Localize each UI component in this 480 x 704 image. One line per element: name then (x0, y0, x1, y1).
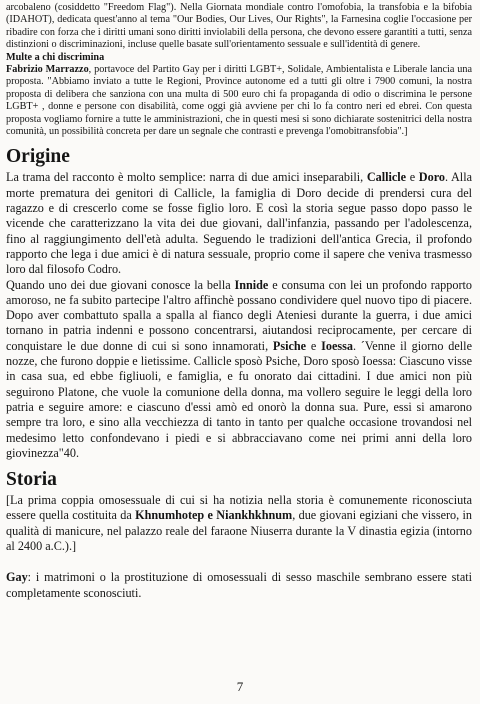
intro-text: arcobaleno (cosiddetto "Freedom Flag"). Nella Giornata mondiale contro l'omofobia, la transfobia e la bifobia (IDAHOT), dedicata quest'anno al tema "Our Bodies, Our Lives, Our Rights", la Farnesina coglie l'occasione per ribadire con forza che i diritti umani sono diritti inviolabili della persona, che devono essere garantiti a tutti, senza distinzioni o discriminazioni, incluse quelle basate sull'orientamento sessuale e sull'identità di genere. (6, 2, 472, 51)
name-ioessa: Ioessa (321, 338, 353, 353)
origine-text: . ´Venne il giorno delle nozze, che furono doppie e lietissime. Callicle sposò Psiche, Doro sposò Ioessa: Ciascuno visse in casa sua, ed ebbe figliuoli, e famiglia, e fu onorato dai cittadini. I due amici non più seguirono Platone, che vuole la comunione della donna, ma vollero seguire le leggi della loro patria e seguire amore: e ciascuno d'essi amò ed onorò la donna sua. Pure, essi si amarono sempre tra loro, e sino alla vecchiezza di tanto in tanto per qualche occasione trovandosi nel medesimo letto confondevano i piedi e si abbracciavano come nei primi anni della loro giovinezza"40. (6, 338, 472, 460)
marrazzo-text: , portavoce del Partito Gay per i diritti LGBT+, Solidale, Ambientalista e Liberale lancia una proposta. "Abbiamo inviato a tutte le Regioni, Province autonome ed a tutti gli oltre i 7900 comuni, la nostra proposta di delibera che sanziona con una multa di 500 euro chi fa propaganda di odio o discrimina le persone LGBT+ , donne e persone con disabilità, come oggi già avviene per chi lo fa contro neri ed ebrei. Con questa proposta vogliamo fornire a tutte le amministrazioni, che in questi mesi si sono dichiarate sostenitrici della nostra comunità, un possibilità concreta per dare un segnale che contrasti e prevenga l'omobitransfobia".] (6, 64, 472, 138)
storia-paragraph-1 (6, 493, 472, 554)
origine-text: . Alla morte prematura dei genitori di Callicle, la famiglia di Doro decide di prendersi cura del ragazzo e di crescerlo come se fosse figlio loro. E così la storia segue passo dopo passo le vicende che caratterizzano la vita dei due giovani, dall'infanzia, passando per l'adolescenza, fino al raggiungimento dell'età adulta. Seguendo le tradizioni dell'antica Grecia, il profondo rapporto che lega i due amici è di natura sessuale, proprio come il sapere che veniva trasmesso loro dal filosofo Codro. (6, 170, 472, 277)
origine-text: Quando uno dei due giovani conosce la bella (6, 277, 235, 292)
storia-text: : i matrimoni o la prostituzione di omosessuali di sesso maschile sembrano essere stati completamente sconosciuti. (6, 570, 472, 600)
origine-text: e consuma con lei un profondo rapporto amoroso, ne fa subito partecipe l'altro affinchè possano condividere quel nuovo tipo di piacere. Dopo aver combattuto spalla a spalla al fianco degli Ateniesi durante la guerra, i due amici tornano in patria indenni e possono concentrarsi, aiutandosi reciprocamente, per cercare di conquistare le due donne di cui si sono innamorati, (6, 277, 472, 353)
name-khnumhotep-niankhkhnum: Khnumhotep e Niankhkhnum (135, 508, 293, 523)
storia-paragraph-2 (6, 570, 472, 601)
name-callicle: Callicle (366, 170, 407, 185)
storia-text: , due giovani egiziani che vissero, in qualità di manicure, nel palazzo reale del faraone Niuserra durante la V dinastia egizia (intorno al 2400 a.C.).] (6, 508, 473, 553)
heading-storia: Storia (6, 469, 57, 491)
storia-text: [La prima coppia omosessuale di cui si ha notizia nella storia è comunemente riconosciuta essere quella costituita da (6, 493, 472, 523)
marrazzo-name: Fabrizio Marrazzo (6, 64, 89, 76)
name-psiche: Psiche (272, 338, 307, 353)
intro-paragraph (6, 2, 472, 52)
paragraph-gap (6, 554, 472, 570)
subheading-multe: Multe a chi discrimina (6, 51, 105, 63)
page-number: 7 (236, 679, 244, 694)
origine-paragraph-2 (6, 278, 472, 462)
origine-paragraph-1 (6, 170, 472, 277)
term-gay: Gay (6, 570, 28, 585)
name-doro: Doro (418, 170, 445, 185)
origine-text: e (306, 338, 322, 353)
origine-text: La trama del racconto è molto semplice: narra di due amici inseparabili, (6, 170, 367, 185)
heading-origine: Origine (6, 146, 70, 168)
name-innide: Innide (234, 277, 269, 292)
marrazzo-paragraph (6, 64, 472, 138)
origine-text: e (406, 170, 419, 185)
document-page (6, 2, 472, 601)
